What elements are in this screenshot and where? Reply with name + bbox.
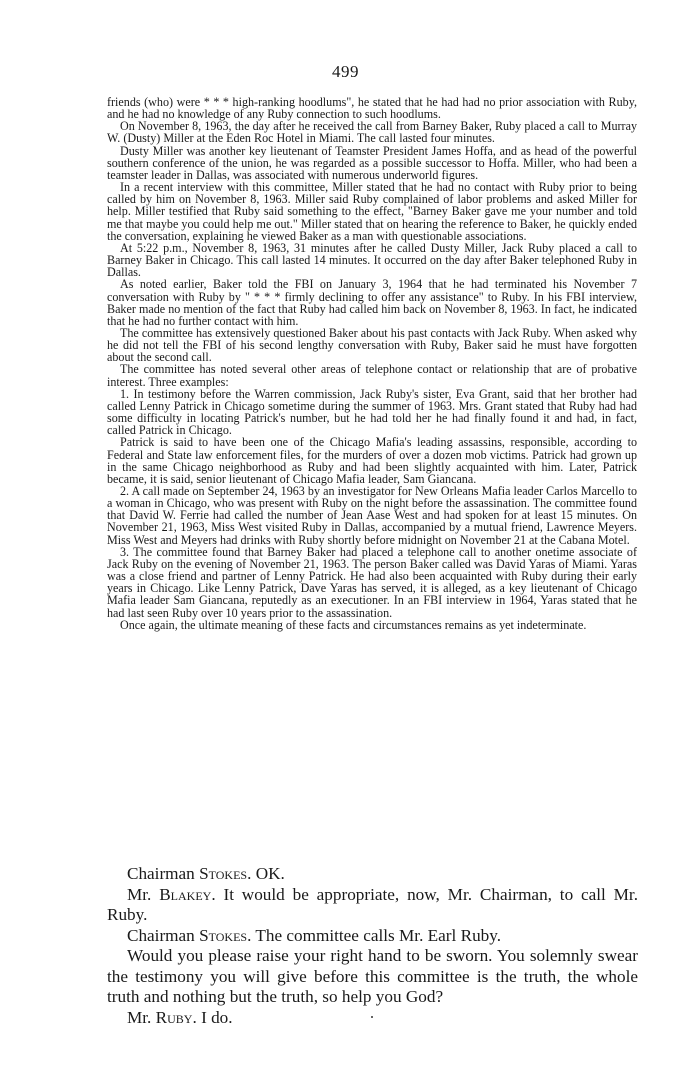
paragraph: Dusty Miller was another key lieutenant of Teamster President James Hoffa, and as head of the powerful southern conference of the union, he was regarded as a possible successor to Hoffa. Miller, who had been a teamster leader in Dallas, was associated with numerous underworld figures. [107,143,637,182]
paragraph: 1. In testimony before the Warren commission, Jack Ruby's sister, Eva Grant, said that her brother had called Lenny Patrick in Chicago sometime during the summer of 1963. Mrs. Grant stated that Ruby had had some difficulty in locating Patrick's number, but he had told her he had finally found it and had, in fact, called Patrick in Chicago. [107,386,637,438]
paragraph: 2. A call made on September 24, 1963 by an investigator for New Orleans Mafia leader Carlos Marcello to a woman in Chicago, who was present with Ruby on the night before the assassination. The committee found that David W. Ferrie had called the number of Jean Aase West and had spoken for at least 15 minutes. On November 21, 1963, Miss West visited Ruby in Dallas, accompanied by a mutual friend, Lawrence Meyers. Miss West and Meyers had drinks with Ruby shortly before midnight on November 21 at the Cabana Motel. [107,484,637,547]
speech-text: . I do. [192,1007,233,1027]
speaker-title: Mr. [127,1007,152,1027]
testimony-line [107,926,638,947]
testimony-line [107,864,638,885]
paragraph: friends (who) were * * * high-ranking hoodlums", he stated that he had had no prior association with Ruby, and he had no knowledge of any Ruby connection to such hoodlums. [107,95,637,122]
speech-text: . It would be appropriate, now, Mr. Chairman, to call Mr. Ruby. [107,884,639,924]
paragraph: On November 8, 1963, the day after he received the call from Barney Baker, Ruby placed a call to Murray W. (Dusty) Miller at the Eden Roc Hotel in Miami. The call lasted four minutes. [107,119,637,146]
speaker-name: Blakey [159,884,212,904]
speech-text: Would you please raise your right hand to be sworn. You solemnly swear the testimony you will give before this committee is the truth, the whole truth and nothing but the truth, so help you God? [107,946,638,1006]
speaker-title: Mr. [127,884,152,904]
page-number: 499 [332,62,359,81]
speaker-title: Chairman [127,925,195,945]
stray-mark [371,1016,373,1018]
speech-text: . The committee calls Mr. Earl Ruby. [247,925,502,945]
testimony-transcript [107,864,638,1028]
paragraph: The committee has extensively questioned Baker about his past contacts with Jack Ruby. When asked why he did not tell the FBI of his second lengthy conversation with Ruby, Baker said he must have forgotten about the second call. [107,325,637,365]
paragraph: As noted earlier, Baker told the FBI on January 3, 1964 that he had terminated his November 7 conversation with Ruby by " * * * firmly declining to offer any assistance" to Ruby. In his FBI interview, Baker made no mention of the fact that Ruby had called him back on November 8, 1963. In fact, he indicated that he had no further contact with him. [107,277,637,328]
paragraph: 3. The committee found that Barney Baker had placed a telephone call to another onetime associate of Jack Ruby on the evening of November 21, 1963. The person Baker called was David Yaras of Miami. Yaras was a close friend and partner of Lenny Patrick. He had also been acquainted with Ruby during their early years in Chicago. Like Lenny Patrick, Dave Yaras has served, it is alleged, as a key lieutenant of Chicago Mafia leader Sam Giancana, reputedly as an executioner. In an FBI interview in 1964, Yaras stated that he had last seen Ruby over 10 years prior to the assassination. [107,544,637,620]
speech-text: . OK. [247,864,285,883]
speaker-name: Ruby [155,1007,193,1027]
paragraph: Once again, the ultimate meaning of these facts and circumstances remains as yet indeterminate. [120,617,587,632]
paragraph: In a recent interview with this committee, Miller stated that he had no contact with Ruby prior to being called by him on November 8, 1963. Miller said Ruby complained of labor problems and asked Miller for help. Miller testified that Ruby said something to the effect, "Barney Baker gave me your number and told me that maybe you could help me out." Miller stated that on hearing the reference to Baker, he quickly ended the conversation, explaining he viewed Baker as a man with questionable associations. [107,180,637,243]
report-body [107,96,637,631]
speaker-name: Stokes [199,925,248,945]
paragraph: At 5:22 p.m., November 8, 1963, 31 minutes after he called Dusty Miller, Jack Ruby placed a call to Barney Baker in Chicago. This call lasted 14 minutes. It occurred on the day after Baker telephoned Ruby in Dallas. [107,240,637,280]
paragraph: Patrick is said to have been one of the Chicago Mafia's leading assassins, responsible, according to Federal and State law enforcement files, for the murders of over a dozen mob victims. Patrick had grown up in the same Chicago neighborhood as Ruby and had been slightly acquainted with him. Later, Patrick became, it is said, senior lieutenant of Chicago Mafia leader, Sam Giancana. [107,435,637,486]
speaker-title: Chairman [127,864,195,883]
testimony-line [107,885,638,926]
testimony-line [107,946,638,1008]
paragraph: The committee has noted several other areas of telephone contact or relationship that are of probative interest. Three examples: [107,362,637,389]
speaker-name: Stokes [199,864,248,883]
